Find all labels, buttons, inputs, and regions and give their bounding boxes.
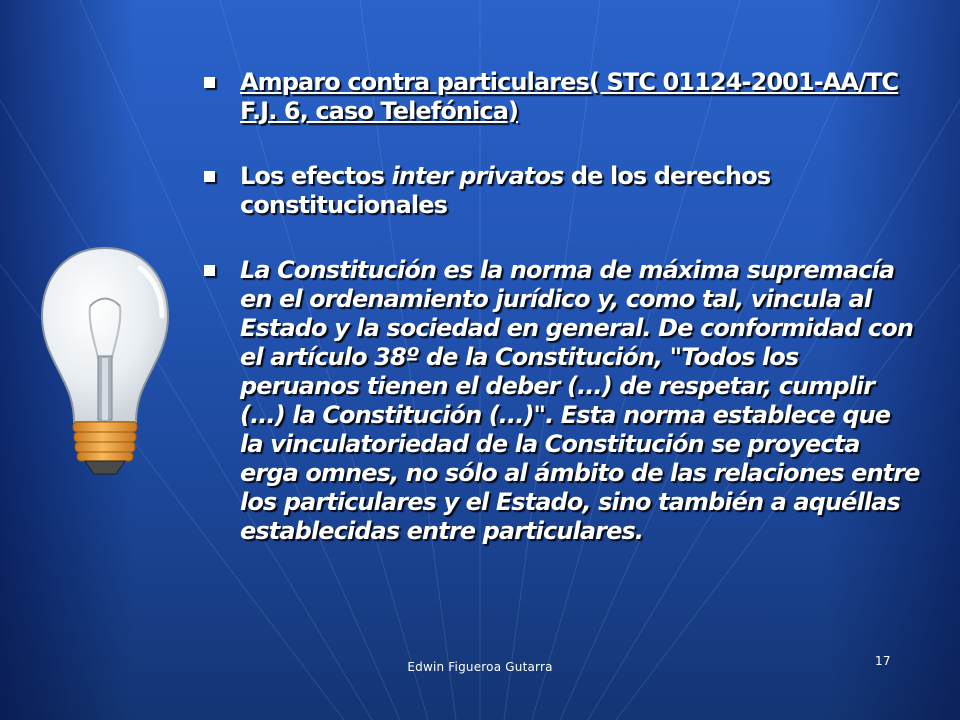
bullet-text-constitucion: La Constitución es la norma de máxima supremacía en el ordenamiento jurídico y, como tal, vincula al Estado y la sociedad en general. De conformidad con el artículo 38º de la Constitución, "Todos los peruanos tienen el deber (...) de respetar, cumplir (...) la Constitución (...)". Esta norma establece que la vinculatoriedad de la Constitución se proyecta erga omnes, no sólo al ámbito de las relaciones entre los particulares y el Estado, sino también a aquéllas establecidas entre particulares. xyxy=(240,256,920,545)
lightbulb-icon xyxy=(40,246,170,478)
footer-author: Edwin Figueroa Gutarra xyxy=(407,660,553,674)
bullet-item-efectos xyxy=(200,162,920,220)
bullet-marker xyxy=(204,171,215,182)
bullet-item-amparo xyxy=(200,68,920,126)
bullet-item-constitucion xyxy=(200,256,920,546)
bullet-text-efectos-after: de los derechos constitucionales xyxy=(240,162,771,219)
bullet-text-efectos-italic: inter privatos xyxy=(391,162,564,190)
bullet-text-amparo: Amparo contra particulares( STC 01124-2001-AA/TC F.J. 6, caso Telefónica) xyxy=(240,68,899,125)
bulb-base xyxy=(73,422,137,461)
page-number: 17 xyxy=(875,654,891,668)
bullet-marker xyxy=(204,265,215,276)
bullet-text-efectos-before: Los efectos xyxy=(240,162,392,190)
bullet-marker xyxy=(204,77,215,88)
bullet-list xyxy=(200,68,920,546)
